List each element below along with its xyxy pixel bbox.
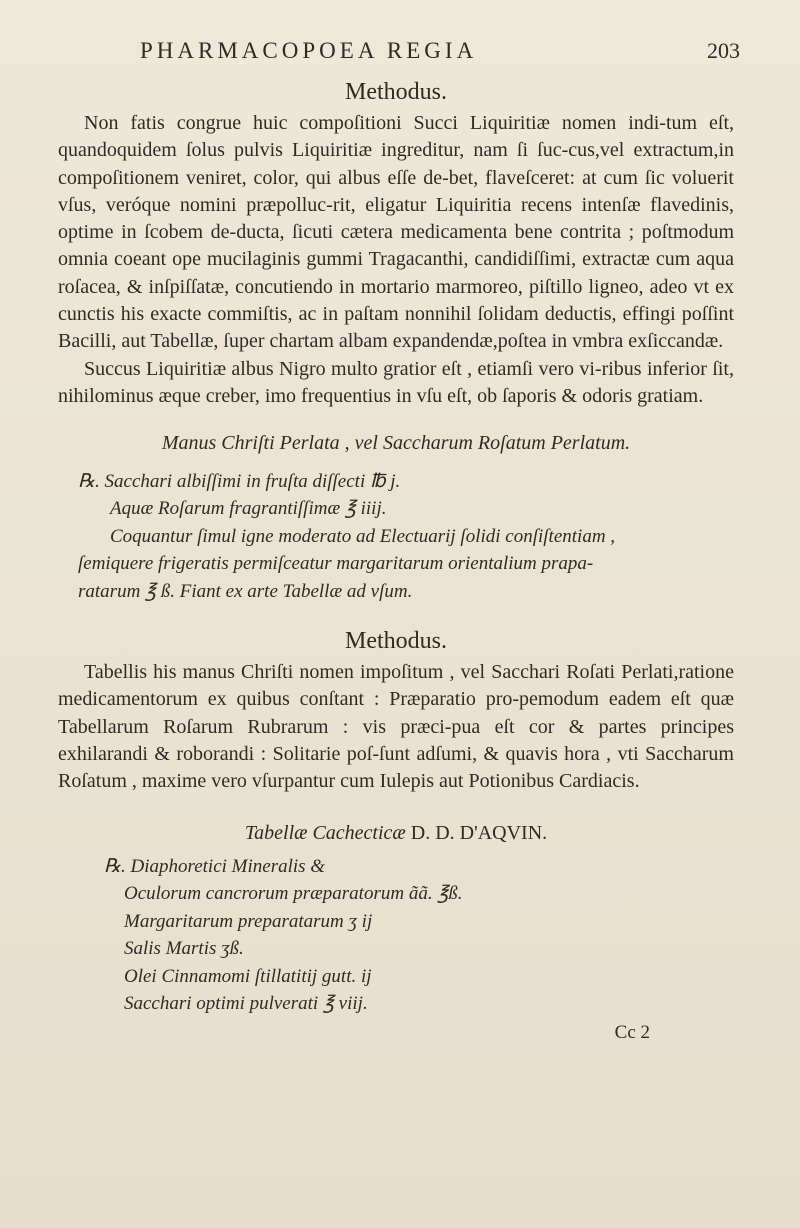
recipe-manus-christi <box>78 468 734 606</box>
recipe-tabellae-cachecticae <box>104 853 734 1018</box>
recipe-title-text: Tabellæ Cachecticæ <box>244 821 406 844</box>
recipe-title-tabellae-cachecticae <box>58 820 734 847</box>
recipe-title-manus-christi: Manus Chriſti Perlata , vel Saccharum Roſatum Perlatum. <box>161 432 631 455</box>
recipe-line: Aquæ Roſarum fragrantiſſimæ ℥ iiij. <box>110 498 387 520</box>
recipe-line: Salis Martis ʒß. <box>124 938 244 960</box>
running-head: PHARMACOPOEA REGIA <box>140 38 478 63</box>
recipe-line: ℞. Diaphoretici Mineralis & <box>104 855 326 877</box>
recipe-line: Coquantur ſimul igne moderato ad Electuarij ſolidi conſiſtentiam , <box>110 525 616 547</box>
recipe-line: ℞. Sacchari albiſſimi in fruſta diſſecti ℔ j. <box>78 470 401 492</box>
recipe-line: ratarum ℥ ß. Fiant ex arte Tabellæ ad vſum. <box>78 580 413 602</box>
section-heading-methodus-2: Methodus. <box>345 628 447 655</box>
methodus-paragraph-2: Succus Liquiritiæ albus Nigro multo gratior eſt , etiamſi vero vi-ribus inferior ſit, nihilominus æque creber, imo frequentius in vſu eſt, ob ſaporis & odoris gratiam. <box>58 357 734 407</box>
methodus-paragraph-1: Non fatis congrue huic compoſitioni Succi Liquiritiæ nomen indi-tum eſt, quandoquidem ſolus pulvis Liquiritiæ ingreditur, nam ſi ſuc-cus,vel extractum,in compoſitionem veniret, color, qui albus eſſe de-bet, flaveſceret: at cum ſic voluerit vſus, veróque nomini præpolluc-rit, eligatur Liquiritia recens intenſæ flavedinis, optime in ſcobem de-ducta, ſicuti cætera medicamenta bene contrita ; poſtmodum omnia coeant ope mucilaginis gummi Tragacanthi, candidiſſimi, extractæ cum aqua roſacea, & inſpiſſatæ, concutiendo in mortario marmoreo, piſtillo ligneo, adeo vt ex cunctis his exacte commiſtis, ac in paſtam nonnihil ſolidam deductis, effingi poſſint Bacilli, aut Tabellæ, ſuper chartam albam expandendæ,poſtea in vmbra exſiccandæ. <box>58 112 734 353</box>
recipe-line: Oculorum cancrorum præparatorum ãã. ℥ß. <box>124 883 463 905</box>
recipe-line: Olei Cinnamomi ſtillatitij gutt. ij <box>124 965 372 987</box>
page-body <box>58 76 734 1018</box>
recipe-author: D. D. D'AQVIN. <box>410 821 548 844</box>
recipe-line: Margaritarum preparatarum ʒ ij <box>124 910 373 932</box>
recipe-line: Sacchari optimi pulverati ℥ viij. <box>124 993 368 1015</box>
methodus-paragraph-3: Tabellis his manus Chriſti nomen impoſitum , vel Sacchari Roſati Perlati,ratione medicamentorum ex quibus conſtant : Præparatio pro-pemodum eadem eſt quæ Tabellarum Roſarum Rubrarum : vis præci-pua eſt cor & partes principes exhilarandi & roborandi : Solitarie poſ-ſunt adſumi, & quavis hora , vti Saccharum Roſatum , maxime vero vſurpantur cum Iulepis aut Potionibus Cardiacis. <box>58 661 734 793</box>
section-heading-methodus-1: Methodus. <box>345 79 447 105</box>
signature-mark: Cc 2 <box>614 1022 650 1043</box>
page-number: 203 <box>707 38 740 63</box>
recipe-line: ſemiquere frigeratis permiſceatur margaritarum orientalium prapa- <box>78 553 594 575</box>
page-header <box>140 38 740 68</box>
